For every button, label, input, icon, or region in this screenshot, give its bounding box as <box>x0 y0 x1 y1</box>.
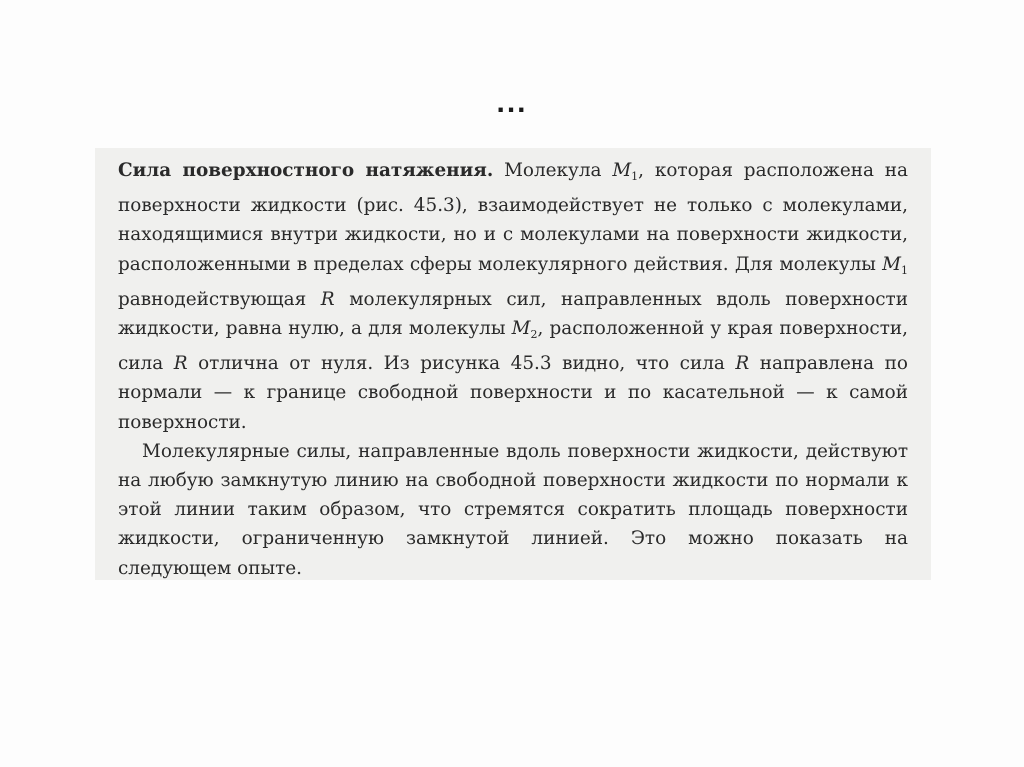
text-fragment: молекулярных сил, направленных вдоль поверхности жидкости, равна нулю, а для молекулы <box>118 288 908 340</box>
math-subscript: 1 <box>901 263 908 277</box>
math-variable: M <box>882 253 901 275</box>
molecule-symbol <box>511 318 538 342</box>
text-fragment: равнодействующая <box>118 288 321 310</box>
text-fragment: Молекула <box>493 160 613 181</box>
text-fragment: направлена по нормали — к границе свободной поверхности и по касательной — к самой поверхности. <box>118 353 908 433</box>
molecule-symbol <box>882 254 908 275</box>
force-symbol: R <box>735 353 750 375</box>
text-fragment: , которая расположена на поверхности жидкости (рис. 45.3), взаимодействует не только с молекулами, находящимися внутри жидкости, но и с молекулами на поверхности жидкости, расположенными в пределах сферы молекулярного действия. Для молекулы <box>118 160 908 275</box>
slide-title: ... <box>496 86 528 119</box>
force-symbol: R <box>173 353 188 375</box>
math-variable: M <box>511 318 531 340</box>
math-subscript: 2 <box>530 328 538 342</box>
force-symbol: R <box>320 288 335 310</box>
molecule-symbol <box>612 160 638 181</box>
paragraph-surface-tension <box>118 156 908 437</box>
math-variable: M <box>612 160 632 181</box>
scanned-text-block <box>118 156 908 583</box>
math-subscript: 1 <box>631 170 639 183</box>
text-fragment: , расположенной у края поверхности, сила <box>118 318 908 375</box>
text-fragment: отлична от нуля. Из рисунка 45.3 видно, что сила <box>187 353 736 375</box>
paragraph-lead: Сила поверхностного натяжения. <box>118 160 494 181</box>
paragraph-molecular-forces: Молекулярные силы, направленные вдоль поверхности жидкости, действуют на любую замкнутую линию на свободной поверхности жидкости по нормали к этой линии таким образом, что стремятся сократить площадь поверхности жидкости, ограниченную замкнутой линией. Это можно показать на следующем опыте. <box>118 440 908 579</box>
